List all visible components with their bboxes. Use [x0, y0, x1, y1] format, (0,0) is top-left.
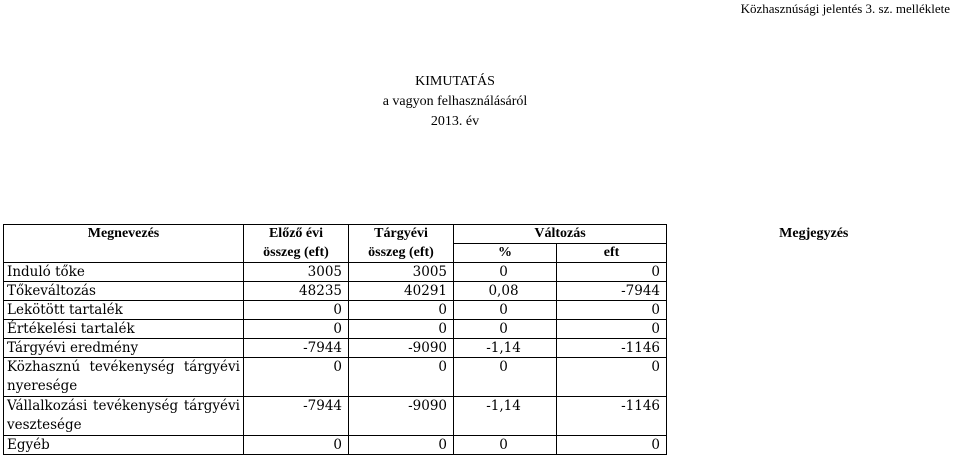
row-change-eft: 0: [557, 263, 667, 282]
row-change-pct: 0: [454, 436, 557, 455]
row-change-pct: -1,14: [454, 397, 557, 436]
row-curr-value: -9090: [349, 339, 454, 358]
row-prev-value: 0: [244, 358, 349, 397]
row-prev-value: 0: [244, 320, 349, 339]
row-name: Vállalkozási tevékenység tárgyévi vesztesége: [4, 397, 244, 436]
col-header-curr-2: összeg (eft): [349, 244, 454, 263]
row-change-pct: 0: [454, 263, 557, 282]
row-prev-value: -7944: [244, 397, 349, 436]
row-name: Induló tőke: [4, 263, 244, 282]
row-note: [667, 358, 960, 397]
row-change-eft: 0: [557, 358, 667, 397]
col-header-change: Változás: [454, 225, 667, 244]
table-row: [4, 282, 960, 301]
row-note: [667, 301, 960, 320]
row-change-eft: 0: [557, 320, 667, 339]
row-curr-value: 0: [349, 358, 454, 397]
col-header-curr-1: Tárgyévi: [349, 225, 454, 244]
row-curr-value: 0: [349, 436, 454, 455]
row-prev-value: 0: [244, 436, 349, 455]
table-row: [4, 301, 960, 320]
row-name: Tőkeváltozás: [4, 282, 244, 301]
table-header-row-1: [4, 225, 960, 244]
col-header-prev-1: Előző évi: [244, 225, 349, 244]
row-change-eft: -1146: [557, 397, 667, 436]
row-change-pct: 0: [454, 358, 557, 397]
row-note: [667, 320, 960, 339]
col-header-note: Megjegyzés: [779, 225, 849, 241]
row-note: [667, 282, 960, 301]
title-line-2: a vagyon felhasználásáról: [382, 94, 528, 109]
row-curr-value: 3005: [349, 263, 454, 282]
row-note: [667, 397, 960, 436]
table-row: [4, 436, 960, 455]
row-change-pct: 0: [454, 320, 557, 339]
row-prev-value: 48235: [244, 282, 349, 301]
row-change-pct: 0,08: [454, 282, 557, 301]
title-line-1: KIMUTATÁS: [415, 74, 495, 89]
row-prev-value: 0: [244, 301, 349, 320]
row-name: Lekötött tartalék: [4, 301, 244, 320]
row-change-eft: 0: [557, 436, 667, 455]
row-change-pct: 0: [454, 301, 557, 320]
row-name: Tárgyévi eredmény: [4, 339, 244, 358]
row-name: Értékelési tartalék: [4, 320, 244, 339]
table-row: [4, 397, 960, 436]
row-change-pct: -1,14: [454, 339, 557, 358]
row-note: [667, 436, 960, 455]
row-prev-value: -7944: [244, 339, 349, 358]
table-row: [4, 320, 960, 339]
col-header-change-eft: eft: [557, 244, 667, 263]
asset-usage-table: [3, 224, 960, 455]
row-change-eft: -1146: [557, 339, 667, 358]
col-header-name: Megnevezés: [4, 225, 244, 263]
row-curr-value: -9090: [349, 397, 454, 436]
row-prev-value: 3005: [244, 263, 349, 282]
table-row: [4, 358, 960, 397]
col-header-change-pct: %: [454, 244, 557, 263]
row-curr-value: 40291: [349, 282, 454, 301]
row-note: [667, 263, 960, 282]
table-row: [4, 339, 960, 358]
row-change-eft: -7944: [557, 282, 667, 301]
row-name: Közhasznú tevékenység tárgyévi nyeresége: [4, 358, 244, 397]
col-header-prev-2: összeg (eft): [244, 244, 349, 263]
row-change-eft: 0: [557, 301, 667, 320]
annex-label: Közhasznúsági jelentés 3. sz. melléklete: [740, 1, 950, 16]
row-name: Egyéb: [4, 436, 244, 455]
row-curr-value: 0: [349, 320, 454, 339]
row-note: [667, 339, 960, 358]
table-row: [4, 263, 960, 282]
report-title: [0, 72, 960, 132]
row-curr-value: 0: [349, 301, 454, 320]
title-line-3: 2013. év: [430, 114, 480, 129]
